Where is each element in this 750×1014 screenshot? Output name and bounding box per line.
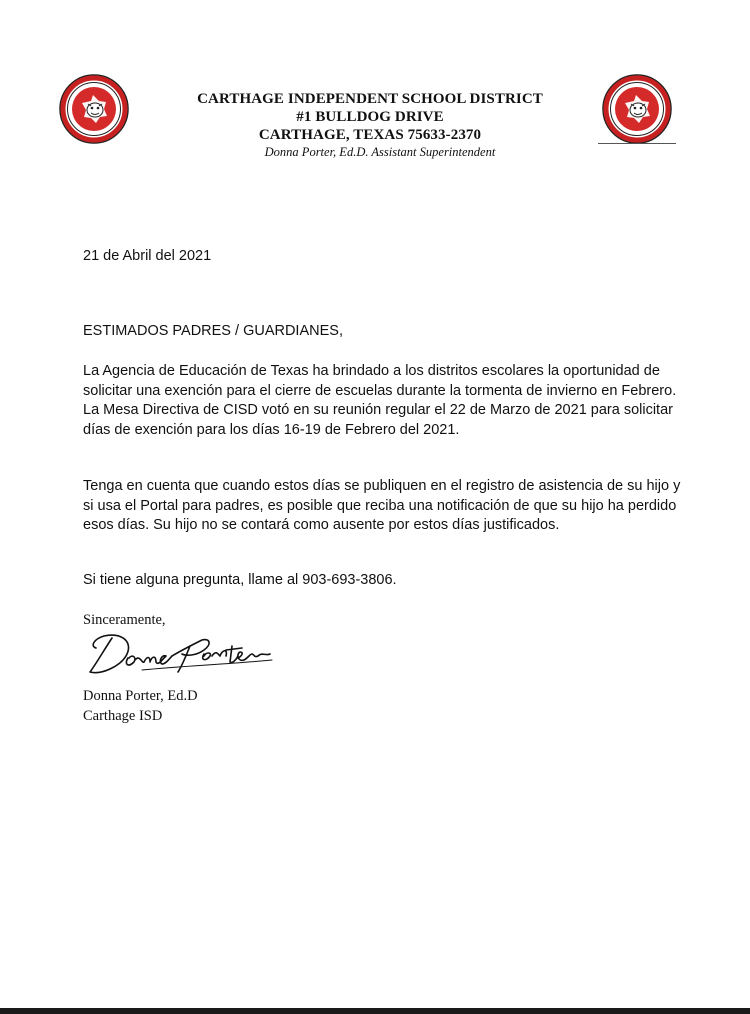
district-seal-logo-right <box>601 73 673 145</box>
signature-organization: Carthage ISD <box>83 708 163 724</box>
letter-greeting: ESTIMADOS PADRES / GUARDIANES, <box>83 323 343 339</box>
official-title: Donna Porter, Ed.D. Assistant Superintendent <box>264 145 496 159</box>
district-street: #1 BULLDOG DRIVE <box>296 109 444 125</box>
letterhead <box>150 90 590 161</box>
letter-paragraph-1: La Agencia de Educación de Texas ha brindado a los distritos escolares la oportunidad de solicitar una exención para el cierre de escuelas durante la tormenta de invierno en Febrero. La Mesa Directiva de CISD votó en su reunión regular el 22 de Marzo de 2021 para solicitar días de exención para los días 16-19 de Febrero del 2021. <box>83 363 677 438</box>
district-seal-logo-left <box>58 73 130 145</box>
logo-underline-divider <box>598 143 676 144</box>
handwritten-signature <box>82 620 322 682</box>
district-name: CARTHAGE INDEPENDENT SCHOOL DISTRICT <box>197 91 543 107</box>
bottom-edge-bar <box>0 1008 750 1014</box>
letter-paragraph-3: Si tiene alguna pregunta, llame al 903-693-3806. <box>83 572 397 588</box>
letter-date: 21 de Abril del 2021 <box>83 248 212 264</box>
signature-name: Donna Porter, Ed.D <box>83 688 198 704</box>
letter-paragraph-2: Tenga en cuenta que cuando estos días se publiquen en el registro de asistencia de su hijo y si usa el Portal para padres, es posible que reciba una notificación de que su hijo ha perdido esos días. Su hijo no se contará como ausente por estos días justificados. <box>83 478 681 533</box>
district-city: CARTHAGE, TEXAS 75633-2370 <box>258 127 482 143</box>
letter-closing: Sinceramente, <box>83 612 166 628</box>
